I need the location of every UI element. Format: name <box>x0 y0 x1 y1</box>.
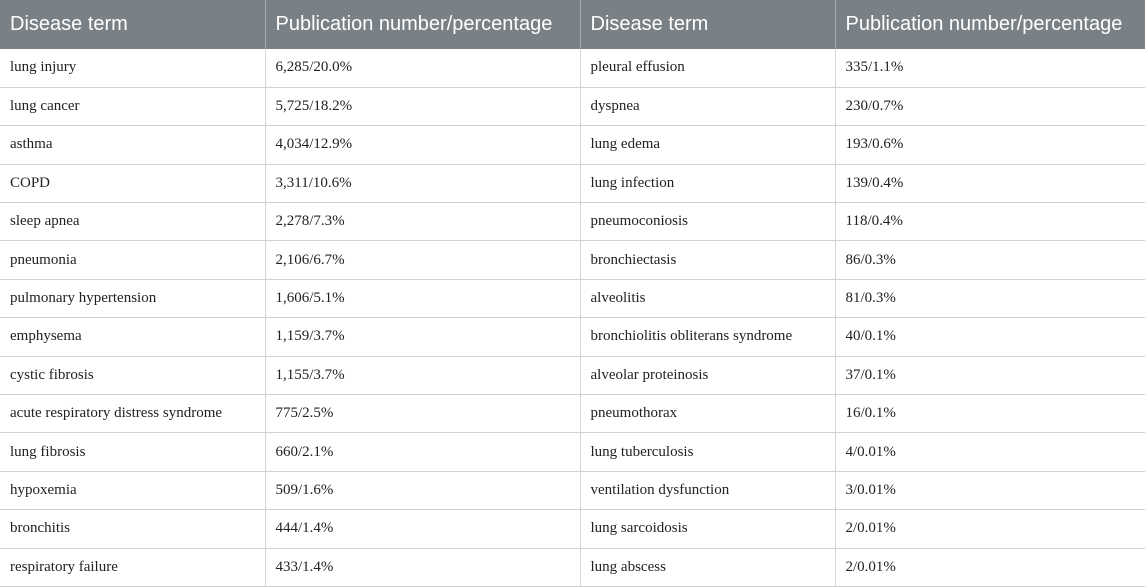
publication-cell: 81/0.3% <box>835 279 1145 317</box>
publication-cell: 40/0.1% <box>835 318 1145 356</box>
publication-cell: 4/0.01% <box>835 433 1145 471</box>
disease-term-cell: alveolar proteinosis <box>580 356 835 394</box>
publication-cell: 5,725/18.2% <box>265 87 580 125</box>
table-row <box>0 471 1145 509</box>
disease-term-cell: pleural effusion <box>580 49 835 87</box>
column-header-publication-right: Publication number/percentage <box>835 0 1145 49</box>
disease-term-cell: acute respiratory distress syndrome <box>0 395 265 433</box>
publication-cell: 2/0.01% <box>835 548 1145 586</box>
publication-cell: 1,606/5.1% <box>265 279 580 317</box>
table-row <box>0 49 1145 87</box>
disease-term-cell: respiratory failure <box>0 548 265 586</box>
disease-term-cell: lung abscess <box>580 548 835 586</box>
publication-cell: 775/2.5% <box>265 395 580 433</box>
publication-cell: 1,159/3.7% <box>265 318 580 356</box>
publication-cell: 1,155/3.7% <box>265 356 580 394</box>
publication-cell: 335/1.1% <box>835 49 1145 87</box>
table-row <box>0 164 1145 202</box>
publication-cell: 230/0.7% <box>835 87 1145 125</box>
publication-cell: 86/0.3% <box>835 241 1145 279</box>
table-row <box>0 548 1145 586</box>
publication-cell: 509/1.6% <box>265 471 580 509</box>
disease-term-cell: lung edema <box>580 126 835 164</box>
table-row <box>0 433 1145 471</box>
publication-cell: 139/0.4% <box>835 164 1145 202</box>
disease-term-cell: COPD <box>0 164 265 202</box>
publication-cell: 2,278/7.3% <box>265 203 580 241</box>
table-row <box>0 395 1145 433</box>
publication-cell: 118/0.4% <box>835 203 1145 241</box>
disease-term-cell: ventilation dysfunction <box>580 471 835 509</box>
table-body <box>0 49 1145 586</box>
disease-term-cell: lung cancer <box>0 87 265 125</box>
publication-cell: 444/1.4% <box>265 510 580 548</box>
table-row <box>0 241 1145 279</box>
table-row <box>0 203 1145 241</box>
disease-term-cell: alveolitis <box>580 279 835 317</box>
publication-cell: 3,311/10.6% <box>265 164 580 202</box>
disease-term-cell: hypoxemia <box>0 471 265 509</box>
disease-term-cell: pneumoconiosis <box>580 203 835 241</box>
publication-cell: 37/0.1% <box>835 356 1145 394</box>
disease-term-cell: bronchiolitis obliterans syndrome <box>580 318 835 356</box>
publication-cell: 193/0.6% <box>835 126 1145 164</box>
disease-term-cell: cystic fibrosis <box>0 356 265 394</box>
publication-cell: 2/0.01% <box>835 510 1145 548</box>
disease-term-cell: bronchiectasis <box>580 241 835 279</box>
table-row <box>0 87 1145 125</box>
column-header-disease-term-left: Disease term <box>10 13 128 35</box>
publication-cell: 3/0.01% <box>835 471 1145 509</box>
disease-term-cell: lung injury <box>0 49 265 87</box>
table-row <box>0 126 1145 164</box>
disease-term-cell: lung tuberculosis <box>580 433 835 471</box>
column-header-disease-term-right: Disease term <box>580 0 835 49</box>
table-row <box>0 279 1145 317</box>
disease-term-cell: lung sarcoidosis <box>580 510 835 548</box>
publication-cell: 433/1.4% <box>265 548 580 586</box>
disease-term-cell: pneumonia <box>0 241 265 279</box>
publication-cell: 4,034/12.9% <box>265 126 580 164</box>
disease-term-cell: lung fibrosis <box>0 433 265 471</box>
publication-cell: 2,106/6.7% <box>265 241 580 279</box>
disease-term-cell: lung infection <box>580 164 835 202</box>
table-row <box>0 356 1145 394</box>
disease-term-cell: asthma <box>0 126 265 164</box>
disease-term-cell: sleep apnea <box>0 203 265 241</box>
disease-term-cell: bronchitis <box>0 510 265 548</box>
publication-cell: 16/0.1% <box>835 395 1145 433</box>
publication-cell: 660/2.1% <box>265 433 580 471</box>
column-header-publication-left: Publication number/percentage <box>265 0 580 49</box>
table-header-row <box>0 0 1145 49</box>
table-row <box>0 318 1145 356</box>
table-row <box>0 510 1145 548</box>
disease-term-cell: pneumothorax <box>580 395 835 433</box>
disease-term-cell: emphysema <box>0 318 265 356</box>
disease-term-cell: dyspnea <box>580 87 835 125</box>
disease-term-cell: pulmonary hypertension <box>0 279 265 317</box>
publication-cell: 6,285/20.0% <box>265 49 580 87</box>
